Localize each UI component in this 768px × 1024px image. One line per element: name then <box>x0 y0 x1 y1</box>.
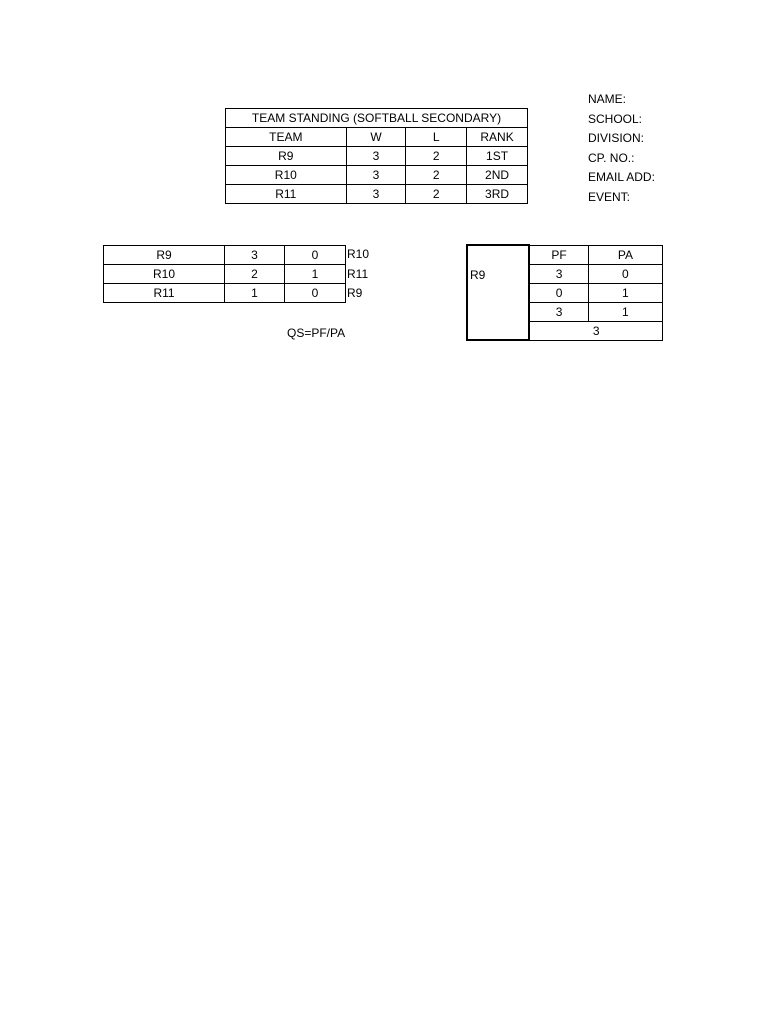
opponent-label: R9 <box>347 286 363 300</box>
header-rank: RANK <box>467 128 528 147</box>
cell-team: R11 <box>104 284 225 303</box>
opponent-label: R11 <box>347 266 369 281</box>
cell-rank: 1ST <box>467 147 528 166</box>
cell-w: 3 <box>346 147 406 166</box>
cell-score: 3 <box>225 246 285 265</box>
header-team: TEAM <box>226 128 347 147</box>
cell-pa: 1 <box>588 302 662 321</box>
cell-team: R9 <box>104 246 225 265</box>
name-label: NAME: <box>588 92 627 106</box>
standings-header-row <box>226 128 528 147</box>
match-results-table <box>103 245 346 303</box>
cell-pf: 3 <box>529 264 588 283</box>
cell-pa: 0 <box>588 264 662 283</box>
header-pa: PA <box>588 245 662 264</box>
qs-formula: QS=PF/PA <box>287 326 346 340</box>
header-pf: PF <box>529 245 588 264</box>
division-label: DIVISION: <box>588 131 645 145</box>
cell-rank: 2ND <box>467 166 528 185</box>
cell-team: R9 <box>226 147 347 166</box>
cell-team: R10 <box>104 265 225 284</box>
cell-w: 3 <box>346 166 406 185</box>
cell-rank: 3RD <box>467 185 528 204</box>
opponent-labels <box>347 245 369 304</box>
standings-title: TEAM STANDING (SOFTBALL SECONDARY) <box>226 109 528 128</box>
cell-w: 3 <box>346 185 406 204</box>
cp-no-label: CP. NO.: <box>588 150 635 165</box>
cell-score: 2 <box>225 265 285 284</box>
cell-team: R11 <box>226 185 347 204</box>
opponent-label: R10 <box>347 247 370 261</box>
cell-score: 1 <box>225 284 285 303</box>
cell-score: 1 <box>285 265 346 284</box>
cell-team: R10 <box>226 166 347 185</box>
cell-l: 2 <box>406 147 467 166</box>
cell-score: 0 <box>285 284 346 303</box>
event-label: EVENT: <box>588 189 631 204</box>
email-label: EMAIL ADD: <box>588 170 655 184</box>
header-w: W <box>346 128 406 147</box>
cell-pf: 3 <box>529 302 588 321</box>
cell-score: 0 <box>285 246 346 265</box>
cell-pf: 0 <box>529 283 588 302</box>
header-l: L <box>406 128 467 147</box>
score-box-table <box>466 244 663 341</box>
cell-pa: 1 <box>588 283 662 302</box>
table-row <box>104 246 346 265</box>
cell-l: 2 <box>406 166 467 185</box>
cell-l: 2 <box>406 185 467 204</box>
table-row <box>226 185 528 204</box>
table-row <box>226 147 528 166</box>
table-row <box>104 265 346 284</box>
table-row <box>226 166 528 185</box>
team-standings-table <box>225 108 528 204</box>
score-box-team: R9 <box>467 245 529 340</box>
info-labels <box>588 90 655 207</box>
table-row <box>104 284 346 303</box>
school-label: SCHOOL: <box>588 111 643 126</box>
quotient-cell: 3 <box>529 321 662 340</box>
